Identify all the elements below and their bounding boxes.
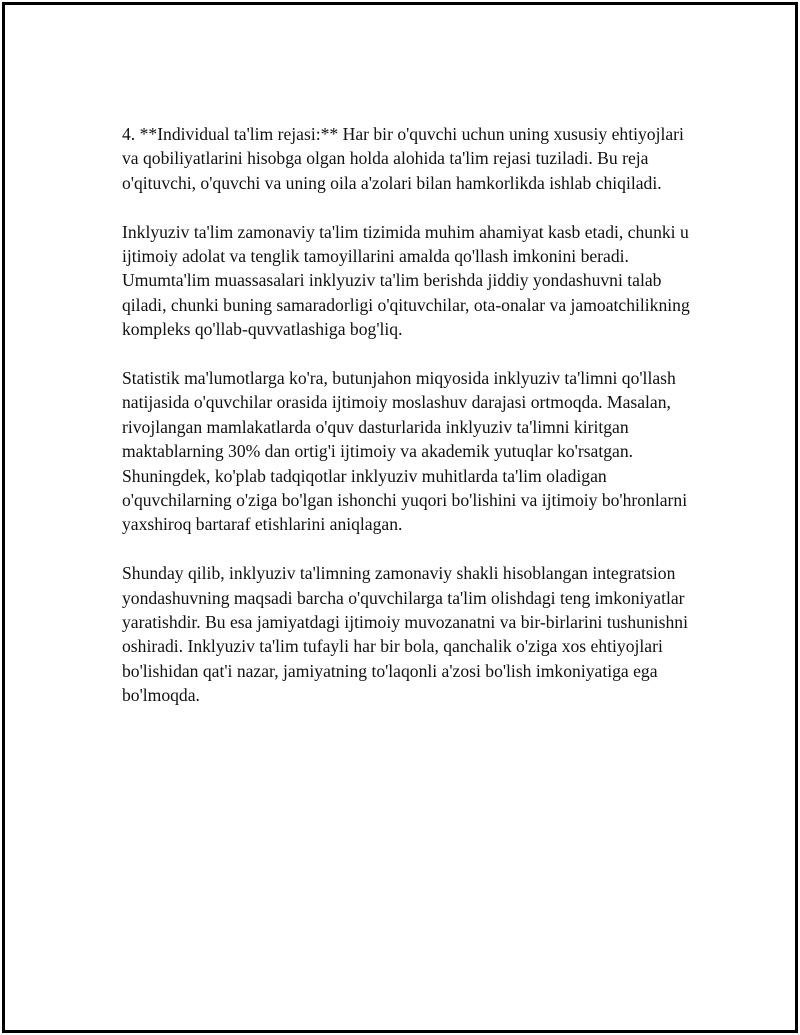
- paragraph-conclusion: Shunday qilib, inklyuziv ta'limning zamonaviy shakli hisoblangan integratsion yondashuvning maqsadi barcha o'quvchilarga ta'lim olishdagi teng imkoniyatlar yaratishdir. Bu esa jamiyatdagi ijtimoiy muvozanatni va bir-birlarini tushunishni oshiradi. Inklyuziv ta'lim tufayli har bir bola, qanchalik o'ziga xos ehtiyojlari bo'lishidan qat'i nazar, jamiyatning to'laqonli a'zosi bo'lish imkoniyatiga ega bo'lmoqda.: [122, 563, 688, 706]
- paragraph-statistics: Statistik ma'lumotlarga ko'ra, butunjahon miqyosida inklyuziv ta'limni qo'llash natijasida o'quvchilar orasida ijtimoiy moslashuv darajasi ortmoqda. Masalan, rivojlangan mamlakatlarda o'quv dasturlarida inklyuziv ta'limni kiritgan maktablarning 30% dan ortig'i ijtimoiy va akademik yutuqlar ko'rsatgan. Shuningdek, ko'plab tadqiqotlar inklyuziv muhitlarda ta'lim oladigan o'quvchilarning o'ziga bo'lgan ishonchi yuqori bo'lishini va ijtimoiy bo'hronlarni yaxshiroq bartaraf etishlarini aniqlagan.: [122, 368, 688, 535]
- paragraph-inclusive-importance: Inklyuziv ta'lim zamonaviy ta'lim tizimida muhim ahamiyat kasb etadi, chunki u ijtimoiy adolat va tenglik tamoyillarini amalda qo'llash imkonini beradi. Umumta'lim muassasalari inklyuziv ta'lim berishda jiddiy yondashuvni talab qiladi, chunki buning samaradorligi o'qituvchilar, ota-onalar va jamoatchilikning kompleks qo'llab-quvvatlashiga bog'liq.: [122, 221, 690, 340]
- page-frame: [2, 2, 798, 1033]
- paragraph-individual-plan: 4. **Individual ta'lim rejasi:** Har bir o'quvchi uchun uning xususiy ehtiyojlari va qobiliyatlarini hisobga olgan holda alohida ta'lim rejasi tuziladi. Bu reja o'qituvchi, o'quvchi va uning oila a'zolari bilan hamkorlikda ishlab chiqiladi.: [122, 124, 684, 193]
- document-body: [122, 122, 700, 732]
